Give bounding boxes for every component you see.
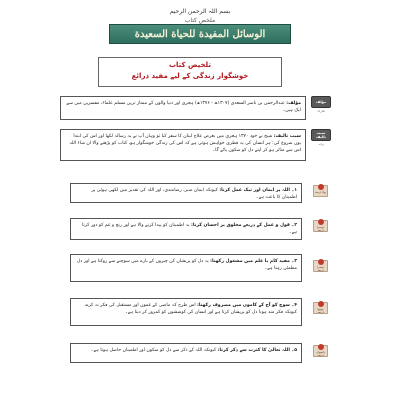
- point-5-text: کیونکہ اللہ کے ذکر سے دل کو سکون اور اطمینان حاصل ہوتا ہے۔: [90, 348, 217, 353]
- reason-text: شیخ نے خود ۱۳۷۰ ہجری میں بغرض علاج لبنان کا سفر کیا تو وہاں آپ نے یہ رسالہ لکھا اور اس کی ابتدا یوں شروع کی: ہر انسان کی یہ فطری خواہش ہوتی ہے کہ اس کی زندگی خوشگوار ہو، کتاب کو پڑھنے والا ان شاء اللہ اس سے متاثر ہو کر اپنے دل کو سکون پائے گا۔: [69, 134, 301, 153]
- point-2-lead: ۲۔ قول و عمل کے ذریعے مخلوق پر احسان کرنا:: [191, 223, 297, 228]
- summary-subtitle: خوشگوار زندگی کے لیے مفید ذرائع: [131, 72, 249, 80]
- reason-badge: سبب تالیف: [311, 129, 331, 141]
- point-2-icon-group: [310, 218, 332, 236]
- author-label: مؤلف:: [286, 101, 301, 106]
- point-1-icon: [311, 183, 331, 201]
- summary-heading: تلخیص کتاب: [169, 61, 211, 69]
- point-4-lead: ۴۔ سوچ کو آج کے کاموں میں مصروف رکھنا:: [197, 303, 297, 308]
- point-3-icon-group: [310, 258, 332, 276]
- reason-badge-group: [310, 129, 332, 146]
- point-3-icon-label: تیسرا ذریعہ: [317, 265, 324, 272]
- author-box: [60, 96, 306, 120]
- title-banner: [109, 24, 291, 44]
- point-1-text: کیونکہ ایمان صبر، رضامندی، اور اللہ کی تقدیر میں لکھی ہوئی پر اطمینان کا باعث ہے۔: [91, 188, 297, 200]
- point-3-box: [70, 254, 302, 282]
- author-badge: مؤلف: [311, 96, 331, 108]
- reason-label: سبب تالیف:: [273, 134, 301, 139]
- point-3-text: یہ دل کو پریشان کن چیزوں کے بارے میں سوچنے سے روکتا ہے اور دل مطمئن رہتا ہے۔: [76, 259, 297, 271]
- point-1-icon-group: [310, 183, 332, 201]
- point-5-lead: ۵۔ اللہ تعالیٰ کا کثرت سے ذکر کرنا:: [217, 348, 297, 353]
- point-4-box: [70, 298, 302, 326]
- banner-caption: ملخص کتاب: [184, 17, 216, 24]
- banner-title: الوسائل المفيدة للحياة السعيدة: [134, 28, 266, 40]
- author-badge-sub: تعارف: [316, 109, 326, 113]
- point-1-lead: ۱۔ اللہ پر ایمان اور نیک عمل کرنا:: [219, 188, 297, 193]
- point-5-icon: [311, 343, 331, 361]
- author-text: عبدالرحمن بن ناصر السعدی (۱۳۰۷ھ - ۱۳۷۶ھ) ہجری اور دنیا والوں کے ممتاز ترین مسلم علماء، مفسرین میں سے ایک ہیں۔: [66, 101, 301, 113]
- point-3-lead: ۳۔ مفید کام یا علم میں مشغول رکھنا:: [210, 259, 297, 264]
- point-1-icon-label: پہلا ذریعہ: [314, 190, 327, 194]
- point-5-box: [70, 343, 302, 363]
- point-3-icon: [311, 258, 331, 276]
- summary-title-box: [98, 57, 282, 87]
- bismillah-text: بسم اللہ الرحمن الرحیم: [169, 8, 231, 15]
- reason-badge-sub: وجہ: [318, 142, 324, 146]
- point-2-text: یہ اطمینان کو پیدا کرنے والا ہے اور رنج و غم کو دور کرتا ہے۔: [82, 223, 297, 235]
- point-1-box: [70, 183, 302, 203]
- point-2-icon: [311, 218, 331, 236]
- point-4-icon: [311, 300, 331, 318]
- reason-box: [60, 129, 306, 161]
- point-5-icon-group: [310, 343, 332, 361]
- point-4-text: اس طرح کہ ماضی کے غموں اور مستقبل کی فکر نہ کرے، کیونکہ فکر مند ہونا دل کو پریشان کرتا ہے اور انسان کی کوششوں کو کمزور کر دیتا ہے۔: [84, 303, 297, 315]
- point-2-icon-label: دوسرا ذریعہ: [316, 225, 325, 232]
- point-4-icon-label: چوتھا ذریعہ: [317, 307, 324, 314]
- point-2-box: [70, 218, 302, 240]
- author-badge-group: [310, 96, 332, 113]
- point-5-icon-label: پانچواں ذریعہ: [316, 350, 325, 357]
- point-4-icon-group: [310, 300, 332, 318]
